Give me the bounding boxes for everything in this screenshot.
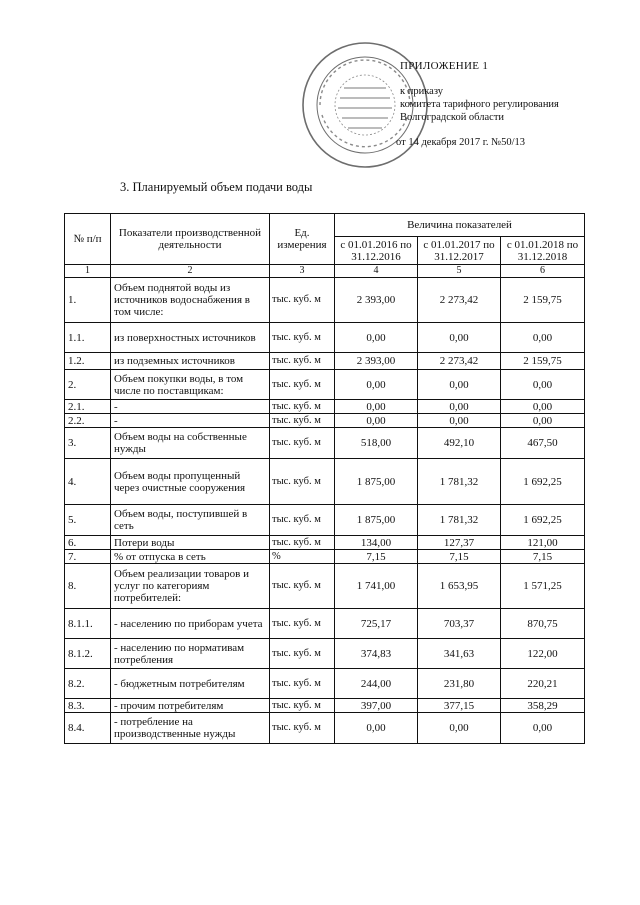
row-number: 5.: [65, 505, 111, 536]
header-indicator: Показатели производственной деятельности: [111, 214, 270, 265]
header-period: с 01.01.2018 по 31.12.2018: [501, 237, 585, 265]
table-row: [65, 459, 585, 505]
row-number: 8.1.2.: [65, 639, 111, 669]
column-index: 4: [335, 265, 418, 278]
row-indicator: Объем реализации товаров и услуг по категориям потребителей:: [111, 564, 270, 609]
document-header: [396, 60, 559, 149]
table-row: [65, 536, 585, 550]
column-index: 6: [501, 265, 585, 278]
row-value: 0,00: [501, 370, 585, 400]
table-row: [65, 564, 585, 609]
table-row: [65, 278, 585, 323]
row-value: 518,00: [335, 428, 418, 459]
row-value: 220,21: [501, 669, 585, 699]
row-indicator: из подземных источников: [111, 353, 270, 370]
row-indicator: -: [111, 400, 270, 414]
row-value: 2 393,00: [335, 278, 418, 323]
row-unit: тыс. куб. м: [270, 564, 335, 609]
row-number: 3.: [65, 428, 111, 459]
row-value: 0,00: [335, 370, 418, 400]
water-supply-table: [64, 213, 585, 744]
column-index: 5: [418, 265, 501, 278]
row-unit: тыс. куб. м: [270, 505, 335, 536]
table-row: [65, 505, 585, 536]
table-row: [65, 400, 585, 414]
row-number: 8.3.: [65, 699, 111, 713]
column-index: 2: [111, 265, 270, 278]
row-value: 374,83: [335, 639, 418, 669]
header-period: с 01.01.2017 по 31.12.2017: [418, 237, 501, 265]
row-value: 0,00: [418, 370, 501, 400]
row-value: 0,00: [335, 414, 418, 428]
header-unit: Ед. измерения: [270, 214, 335, 265]
row-value: 121,00: [501, 536, 585, 550]
row-value: 0,00: [501, 400, 585, 414]
row-number: 8.4.: [65, 713, 111, 744]
row-indicator: % от отпуска в сеть: [111, 550, 270, 564]
row-value: 7,15: [335, 550, 418, 564]
row-indicator: Объем воды на собственные нужды: [111, 428, 270, 459]
row-unit: тыс. куб. м: [270, 639, 335, 669]
row-indicator: Объем поднятой воды из источников водоснабжения в том числе:: [111, 278, 270, 323]
table-row: [65, 669, 585, 699]
row-value: 2 159,75: [501, 353, 585, 370]
row-unit: тыс. куб. м: [270, 353, 335, 370]
row-unit: тыс. куб. м: [270, 428, 335, 459]
row-value: 1 875,00: [335, 459, 418, 505]
row-value: 0,00: [418, 713, 501, 744]
row-unit: тыс. куб. м: [270, 609, 335, 639]
row-value: 492,10: [418, 428, 501, 459]
header-line: Волгоградской области: [400, 112, 505, 123]
row-value: 725,17: [335, 609, 418, 639]
table-row: [65, 609, 585, 639]
column-index: 3: [270, 265, 335, 278]
row-value: 377,15: [418, 699, 501, 713]
table-row: [65, 550, 585, 564]
row-indicator: - бюджетным потребителям: [111, 669, 270, 699]
row-unit: тыс. куб. м: [270, 459, 335, 505]
row-indicator: Объем покупки воды, в том числе по поставщикам:: [111, 370, 270, 400]
header-line: комитета тарифного регулирования: [400, 99, 559, 110]
row-indicator: - прочим потребителям: [111, 699, 270, 713]
row-value: 1 653,95: [418, 564, 501, 609]
row-value: 1 692,25: [501, 505, 585, 536]
row-value: 0,00: [501, 323, 585, 353]
row-value: 7,15: [418, 550, 501, 564]
row-value: 231,80: [418, 669, 501, 699]
row-value: 0,00: [335, 323, 418, 353]
row-value: 1 692,25: [501, 459, 585, 505]
row-indicator: - населению по нормативам потребления: [111, 639, 270, 669]
row-value: 122,00: [501, 639, 585, 669]
row-number: 2.: [65, 370, 111, 400]
row-value: 2 159,75: [501, 278, 585, 323]
row-unit: %: [270, 550, 335, 564]
row-number: 1.: [65, 278, 111, 323]
row-value: 870,75: [501, 609, 585, 639]
row-unit: тыс. куб. м: [270, 699, 335, 713]
row-value: 2 273,42: [418, 353, 501, 370]
row-value: 397,00: [335, 699, 418, 713]
row-unit: тыс. куб. м: [270, 669, 335, 699]
row-value: 703,37: [418, 609, 501, 639]
row-value: 2 273,42: [418, 278, 501, 323]
header-num: № п/п: [65, 214, 111, 265]
row-unit: тыс. куб. м: [270, 323, 335, 353]
row-value: 2 393,00: [335, 353, 418, 370]
row-value: 1 781,32: [418, 459, 501, 505]
column-index: 1: [65, 265, 111, 278]
table-row: [65, 323, 585, 353]
row-number: 7.: [65, 550, 111, 564]
row-number: 1.1.: [65, 323, 111, 353]
table-row: [65, 699, 585, 713]
row-value: 7,15: [501, 550, 585, 564]
row-value: 0,00: [418, 323, 501, 353]
table-row: [65, 414, 585, 428]
table-row: [65, 428, 585, 459]
header-values-group: Величина показателей: [335, 214, 585, 237]
row-unit: тыс. куб. м: [270, 400, 335, 414]
row-value: 1 781,32: [418, 505, 501, 536]
appendix-title: ПРИЛОЖЕНИЕ 1: [400, 60, 489, 72]
row-number: 8.: [65, 564, 111, 609]
header-line: к приказу: [400, 86, 443, 97]
row-value: 134,00: [335, 536, 418, 550]
row-number: 6.: [65, 536, 111, 550]
row-number: 8.2.: [65, 669, 111, 699]
row-value: 358,29: [501, 699, 585, 713]
header-period: с 01.01.2016 по 31.12.2016: [335, 237, 418, 265]
row-value: 0,00: [418, 400, 501, 414]
row-indicator: Объем воды пропущенный через очистные сооружения: [111, 459, 270, 505]
row-value: 1 571,25: [501, 564, 585, 609]
row-number: 4.: [65, 459, 111, 505]
row-unit: тыс. куб. м: [270, 278, 335, 323]
row-unit: тыс. куб. м: [270, 370, 335, 400]
row-unit: тыс. куб. м: [270, 414, 335, 428]
row-value: 0,00: [501, 713, 585, 744]
row-value: 244,00: [335, 669, 418, 699]
row-value: 0,00: [418, 414, 501, 428]
row-unit: тыс. куб. м: [270, 536, 335, 550]
row-value: 127,37: [418, 536, 501, 550]
table-row: [65, 639, 585, 669]
row-value: 0,00: [501, 414, 585, 428]
row-number: 8.1.1.: [65, 609, 111, 639]
row-value: 341,63: [418, 639, 501, 669]
row-value: 1 741,00: [335, 564, 418, 609]
row-indicator: -: [111, 414, 270, 428]
table-row: [65, 370, 585, 400]
row-indicator: Потери воды: [111, 536, 270, 550]
row-number: 2.2.: [65, 414, 111, 428]
row-number: 1.2.: [65, 353, 111, 370]
row-unit: тыс. куб. м: [270, 713, 335, 744]
row-indicator: из поверхностных источников: [111, 323, 270, 353]
row-indicator: - потребление на производственные нужды: [111, 713, 270, 744]
row-indicator: Объем воды, поступившей в сеть: [111, 505, 270, 536]
row-value: 0,00: [335, 713, 418, 744]
row-indicator: - населению по приборам учета: [111, 609, 270, 639]
row-value: 467,50: [501, 428, 585, 459]
row-number: 2.1.: [65, 400, 111, 414]
row-value: 0,00: [335, 400, 418, 414]
order-date: от 14 декабря 2017 г. №50/13: [396, 137, 526, 148]
row-value: 1 875,00: [335, 505, 418, 536]
table-row: [65, 713, 585, 744]
section-title: 3. Планируемый объем подачи воды: [120, 180, 313, 194]
table-row: [65, 353, 585, 370]
